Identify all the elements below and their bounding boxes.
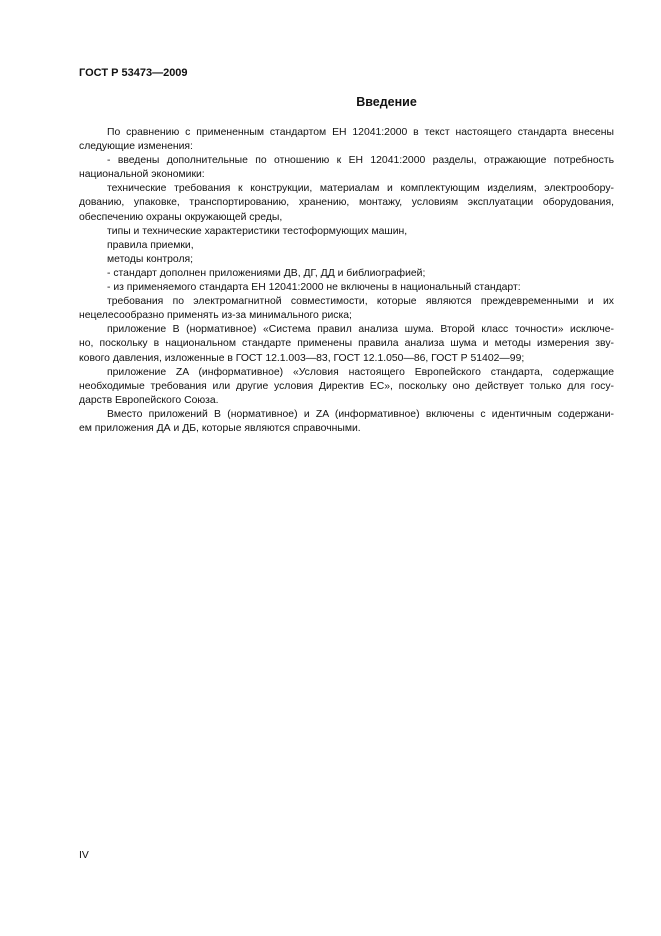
paragraph-2: [79, 154, 614, 182]
text-line: - стандарт дополнен приложениями ДВ, ДГ, ДД и библиографией;: [107, 267, 426, 279]
text-line: требования по электромагнитной совместимости, которые являются преждевременными и их: [107, 296, 614, 308]
text-line: кового давления, изложенные в ГОСТ 12.1.003—83, ГОСТ 12.1.050—86, ГОСТ Р 51402—99;: [79, 352, 525, 364]
section-title: [0, 94, 661, 110]
text-line: нецелесообразно применять из-за минимального риска;: [79, 310, 352, 322]
text-line: обеспечению охраны окружающей среды,: [79, 211, 283, 223]
text-line: приложение В (нормативное) «Система правил анализа шума. Второй класс точности» исключе-: [107, 324, 614, 336]
text-line: национальной экономики:: [79, 169, 205, 181]
page-number: IV: [79, 850, 89, 861]
text-line: методы контроля;: [107, 253, 194, 265]
text-line: - введены дополнительные по отношению к ЕН 12041:2000 разделы, отражающие потребность: [107, 155, 614, 167]
text-line: Вместо приложений В (нормативное) и ZA (информативное) включены с идентичным содержани-: [107, 408, 614, 420]
paragraph-12: [79, 408, 614, 436]
paragraph-1: [79, 126, 614, 154]
paragraph-10: [79, 323, 614, 365]
paragraph-11: [79, 366, 614, 408]
text-line: приложение ZA (информативное) «Условия настоящего Европейского стандарта, содержащие: [107, 366, 614, 378]
section-title-text: Введение: [356, 95, 417, 109]
paragraph-3: [79, 182, 614, 224]
paragraph-6: [79, 253, 614, 267]
paragraph-5: [79, 239, 614, 253]
text-line: - из применяемого стандарта ЕН 12041:2000 не включены в национальный стандарт:: [107, 282, 521, 294]
text-line: дарств Европейского Союза.: [79, 394, 219, 406]
text-line: но, поскольку в национальном стандарте применены правила анализа шума и методы измерения зву-: [79, 338, 614, 350]
text-line: следующие изменения:: [79, 141, 193, 153]
text-line: По сравнению с примененным стандартом ЕН 12041:2000 в текст настоящего стандарта внесены: [107, 127, 614, 138]
text-line: дованию, упаковке, транспортированию, хранению, монтажу, условиям эксплуатации оборудования,: [79, 197, 614, 209]
paragraph-4: [79, 225, 614, 239]
paragraph-9: [79, 295, 614, 323]
text-line: типы и технические характеристики тестоформующих машин,: [107, 225, 408, 237]
document-code: ГОСТ Р 53473—2009: [79, 67, 188, 79]
text-line: ем приложения ДА и ДБ, которые являются справочными.: [79, 422, 361, 434]
introduction-body: [79, 126, 614, 436]
paragraph-7: [79, 267, 614, 281]
text-line: технические требования к конструкции, материалам и комплектующим изделиям, электрообору-: [107, 183, 614, 195]
text-line: правила приемки,: [107, 239, 194, 251]
paragraph-8: [79, 281, 614, 295]
text-line: необходимые требования или другие условия Директив ЕС», поскольку оно действует только для госу-: [79, 380, 614, 392]
